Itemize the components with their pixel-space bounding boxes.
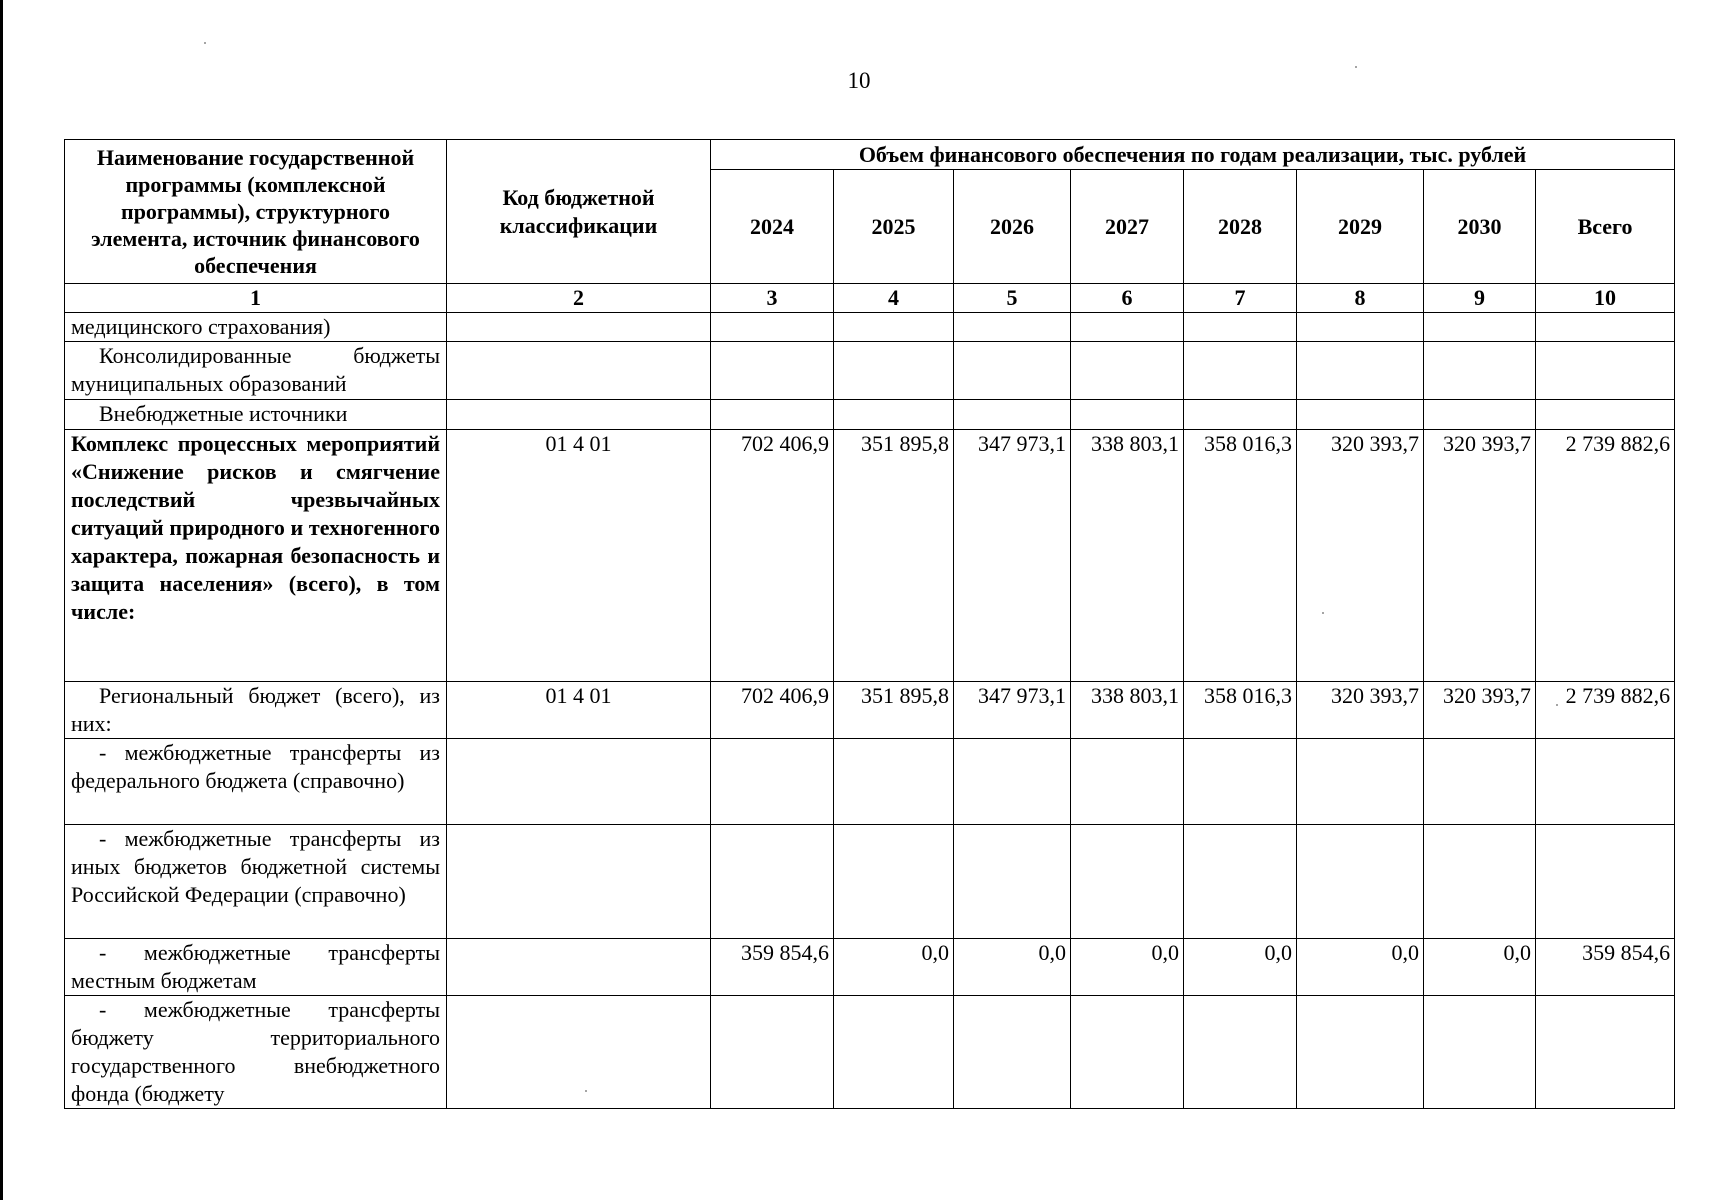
page-number: 10 xyxy=(847,68,871,93)
row-value-cell xyxy=(1297,400,1424,430)
row-name-cell: Внебюджетные источники xyxy=(65,400,447,430)
row-total-cell xyxy=(1536,400,1675,430)
row-value-cell xyxy=(1424,342,1536,400)
row-value-cell: 358 016,3 xyxy=(1184,682,1297,739)
scan-speck xyxy=(1556,704,1558,706)
header-year: 2024 xyxy=(711,170,834,284)
row-value-cell: 359 854,6 xyxy=(711,939,834,996)
header-year: 2028 xyxy=(1184,170,1297,284)
column-number: 9 xyxy=(1424,284,1536,313)
column-number: 4 xyxy=(834,284,954,313)
row-value-cell xyxy=(1424,739,1536,825)
row-value-cell xyxy=(711,739,834,825)
header-code-column: Код бюджетной классификации xyxy=(447,140,711,284)
column-number: 3 xyxy=(711,284,834,313)
row-value-cell xyxy=(834,400,954,430)
row-value-cell xyxy=(1071,400,1184,430)
row-code-cell: 01 4 01 xyxy=(447,430,711,682)
row-total-cell xyxy=(1536,313,1675,342)
row-value-cell xyxy=(1184,825,1297,939)
header-total: Всего xyxy=(1536,170,1675,284)
row-value-cell: 0,0 xyxy=(1071,939,1184,996)
financing-table xyxy=(64,139,1675,1109)
header-year: 2027 xyxy=(1071,170,1184,284)
row-value-cell: 0,0 xyxy=(954,939,1071,996)
row-value-cell xyxy=(711,825,834,939)
row-value-cell xyxy=(1184,400,1297,430)
header-row-top xyxy=(65,140,1675,170)
row-value-cell xyxy=(1071,996,1184,1109)
row-value-cell xyxy=(834,342,954,400)
row-value-cell: 351 895,8 xyxy=(834,682,954,739)
row-value-cell xyxy=(834,313,954,342)
row-value-cell: 338 803,1 xyxy=(1071,682,1184,739)
row-total-cell xyxy=(1536,342,1675,400)
row-code-cell xyxy=(447,996,711,1109)
row-total-cell xyxy=(1536,996,1675,1109)
row-value-cell xyxy=(711,342,834,400)
header-year: 2029 xyxy=(1297,170,1424,284)
row-code-cell xyxy=(447,939,711,996)
column-number: 2 xyxy=(447,284,711,313)
row-value-cell xyxy=(954,996,1071,1109)
table-row xyxy=(65,313,1675,342)
scan-edge xyxy=(0,0,3,1200)
row-value-cell: 358 016,3 xyxy=(1184,430,1297,682)
table-row xyxy=(65,400,1675,430)
row-value-cell xyxy=(1184,739,1297,825)
header-volume-group: Объем финансового обеспечения по годам реализации, тыс. рублей xyxy=(711,140,1675,170)
row-name-cell: Консолидированные бюджеты муниципальных образований xyxy=(65,342,447,400)
row-code-cell: 01 4 01 xyxy=(447,682,711,739)
table-row xyxy=(65,739,1675,825)
row-value-cell: 702 406,9 xyxy=(711,682,834,739)
row-value-cell: 320 393,7 xyxy=(1297,430,1424,682)
table-row xyxy=(65,996,1675,1109)
row-total-cell xyxy=(1536,825,1675,939)
row-value-cell xyxy=(1297,313,1424,342)
row-value-cell: 320 393,7 xyxy=(1297,682,1424,739)
row-value-cell: 347 973,1 xyxy=(954,430,1071,682)
row-value-cell: 0,0 xyxy=(1424,939,1536,996)
row-code-cell xyxy=(447,739,711,825)
row-value-cell xyxy=(1184,996,1297,1109)
row-total-cell: 2 739 882,6 xyxy=(1536,682,1675,739)
column-number: 5 xyxy=(954,284,1071,313)
row-code-cell xyxy=(447,342,711,400)
table-row xyxy=(65,342,1675,400)
column-number: 6 xyxy=(1071,284,1184,313)
row-value-cell xyxy=(834,825,954,939)
row-value-cell: 320 393,7 xyxy=(1424,682,1536,739)
row-name-cell: Региональный бюджет (всего), из них: xyxy=(65,682,447,739)
row-total-cell xyxy=(1536,739,1675,825)
row-value-cell xyxy=(711,400,834,430)
row-value-cell xyxy=(954,400,1071,430)
row-code-cell xyxy=(447,313,711,342)
row-name-cell: - межбюджетные трансферты местным бюджетам xyxy=(65,939,447,996)
row-value-cell xyxy=(954,342,1071,400)
row-value-cell: 702 406,9 xyxy=(711,430,834,682)
row-code-cell xyxy=(447,825,711,939)
column-number: 10 xyxy=(1536,284,1675,313)
row-name-cell: Комплекс процессных мероприятий «Снижение рисков и смягчение последствий чрезвычайных ситуаций природного и техногенного характера, пожарная безопасность и защита населения» (всего), в том числе: xyxy=(65,430,447,682)
table-row xyxy=(65,430,1675,682)
row-value-cell: 320 393,7 xyxy=(1424,430,1536,682)
row-value-cell xyxy=(711,313,834,342)
column-number: 7 xyxy=(1184,284,1297,313)
row-name-cell: медицинского страхования) xyxy=(65,313,447,342)
row-value-cell xyxy=(1071,342,1184,400)
table-row xyxy=(65,825,1675,939)
row-value-cell xyxy=(1071,739,1184,825)
row-total-cell: 2 739 882,6 xyxy=(1536,430,1675,682)
row-value-cell xyxy=(1071,825,1184,939)
row-name-cell: - межбюджетные трансферты из иных бюджетов бюджетной системы Российской Федерации (справочно) xyxy=(65,825,447,939)
row-value-cell xyxy=(1424,996,1536,1109)
row-value-cell xyxy=(1424,400,1536,430)
row-value-cell xyxy=(954,739,1071,825)
row-value-cell xyxy=(1297,342,1424,400)
row-value-cell xyxy=(1297,996,1424,1109)
row-value-cell: 0,0 xyxy=(1297,939,1424,996)
header-name-column: Наименование государственной программы (комплексной программы), структурного элемента, источник финансового обеспечения xyxy=(65,140,447,284)
row-total-cell: 359 854,6 xyxy=(1536,939,1675,996)
table-row xyxy=(65,682,1675,739)
row-value-cell xyxy=(954,825,1071,939)
row-value-cell xyxy=(1184,313,1297,342)
row-value-cell xyxy=(1071,313,1184,342)
scan-speck xyxy=(1322,612,1324,614)
header-year: 2026 xyxy=(954,170,1071,284)
row-value-cell xyxy=(711,996,834,1109)
header-year: 2025 xyxy=(834,170,954,284)
row-value-cell xyxy=(1424,825,1536,939)
column-numbers-row xyxy=(65,284,1675,313)
row-value-cell: 0,0 xyxy=(1184,939,1297,996)
row-value-cell xyxy=(1297,825,1424,939)
row-value-cell: 338 803,1 xyxy=(1071,430,1184,682)
row-value-cell xyxy=(1297,739,1424,825)
row-value-cell: 347 973,1 xyxy=(954,682,1071,739)
row-value-cell xyxy=(1424,313,1536,342)
row-value-cell xyxy=(834,739,954,825)
row-value-cell xyxy=(834,996,954,1109)
column-number: 1 xyxy=(65,284,447,313)
table-row xyxy=(65,939,1675,996)
row-value-cell: 0,0 xyxy=(834,939,954,996)
row-value-cell xyxy=(954,313,1071,342)
column-number: 8 xyxy=(1297,284,1424,313)
row-value-cell xyxy=(1184,342,1297,400)
scan-speck xyxy=(204,42,206,44)
row-value-cell: 351 895,8 xyxy=(834,430,954,682)
scan-speck xyxy=(1355,66,1357,68)
header-year: 2030 xyxy=(1424,170,1536,284)
row-code-cell xyxy=(447,400,711,430)
row-name-cell: - межбюджетные трансферты из федерального бюджета (справочно) xyxy=(65,739,447,825)
scan-speck xyxy=(585,1090,587,1092)
row-name-cell: - межбюджетные трансферты бюджету территориального государственного внебюджетного фонда (бюджету xyxy=(65,996,447,1109)
